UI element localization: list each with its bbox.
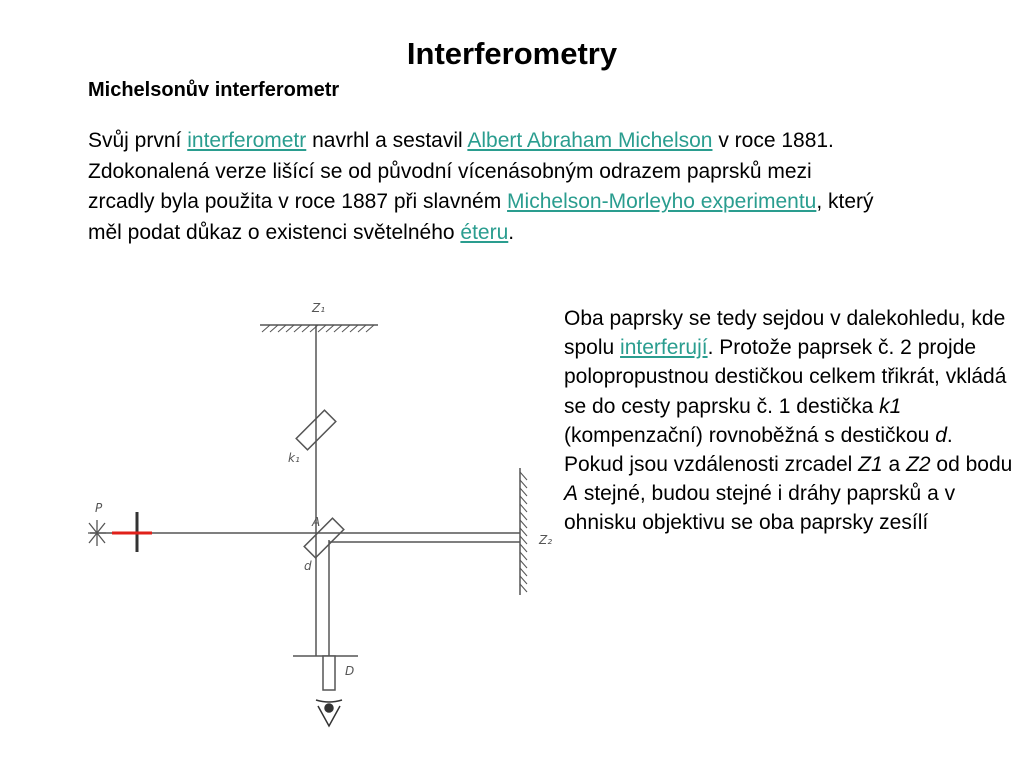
label-a: A — [312, 515, 321, 529]
light-source-p — [88, 520, 106, 546]
detector-d — [323, 656, 335, 690]
label-z1: Z₁ — [312, 301, 326, 315]
explanation-text-7: od bodu — [930, 453, 1013, 477]
label-detector: D — [345, 664, 355, 678]
label-d: d — [304, 559, 312, 573]
intro-text-1: Svůj první — [88, 129, 188, 152]
symbol-a: A — [564, 482, 579, 506]
michelson-interferometer-diagram — [80, 290, 560, 750]
explanation-text-5: Pokud jsou vzdálenosti zrcadel — [564, 453, 859, 477]
symbol-d: d — [935, 423, 947, 447]
symbol-z2: Z2 — [906, 453, 931, 477]
symbol-k1: k1 — [879, 394, 902, 418]
explanation-text-6: a — [882, 453, 907, 477]
intro-paragraph — [88, 126, 878, 248]
explanation-text-8: stejné, budou stejné i dráhy paprsků a v ohnisku objektivu se oba paprsky zesílí — [564, 482, 956, 535]
link-eter[interactable]: éteru — [460, 220, 509, 244]
mirror-z2-hatching — [520, 472, 527, 592]
link-michelson-morley-experiment[interactable]: Michelson-Morleyho experimentu — [507, 190, 817, 213]
label-p: P — [95, 501, 103, 515]
link-interferometr[interactable]: interferometr — [187, 129, 307, 152]
eye-icon — [316, 700, 342, 726]
link-interferuji[interactable]: interferují — [620, 336, 708, 360]
intro-text-3: v roce 1881. Zdokonalená verze lišící se od původní vícenásobným odrazem paprsků mezi zrcadly byla použita v roce 1887 při slavném — [88, 129, 834, 213]
beam-splitter-d — [304, 518, 344, 558]
link-albert-michelson[interactable]: Albert Abraham Michelson — [467, 129, 713, 152]
symbol-z1: Z1 — [858, 453, 883, 477]
explanation-paragraph — [564, 304, 1024, 538]
explanation-text-1: Oba paprsky se tedy sejdou v dalekohledu, kde spolu — [564, 307, 1006, 360]
mirror-z1-hatching — [262, 325, 374, 332]
intro-text-4: , který měl podat důkaz o existenci světelného — [88, 190, 874, 244]
intro-text-2: navrhl a sestavil — [306, 129, 468, 152]
page-title: Interferometry — [406, 36, 618, 71]
explanation-text-3: (kompenzační) rovnoběžná s destičkou — [564, 423, 936, 447]
explanation-text-4: . — [946, 423, 953, 447]
intro-text-5: . — [508, 220, 515, 244]
explanation-text-2: . Protože paprsek č. 2 projde polopropustnou destičkou celkem třikrát, vkládá se do cesty paprsku č. 1 destička — [564, 336, 1007, 418]
label-k1: k₁ — [288, 451, 300, 465]
page-subtitle: Michelsonův interferometr — [88, 79, 340, 101]
label-z2: Z₂ — [539, 533, 553, 547]
